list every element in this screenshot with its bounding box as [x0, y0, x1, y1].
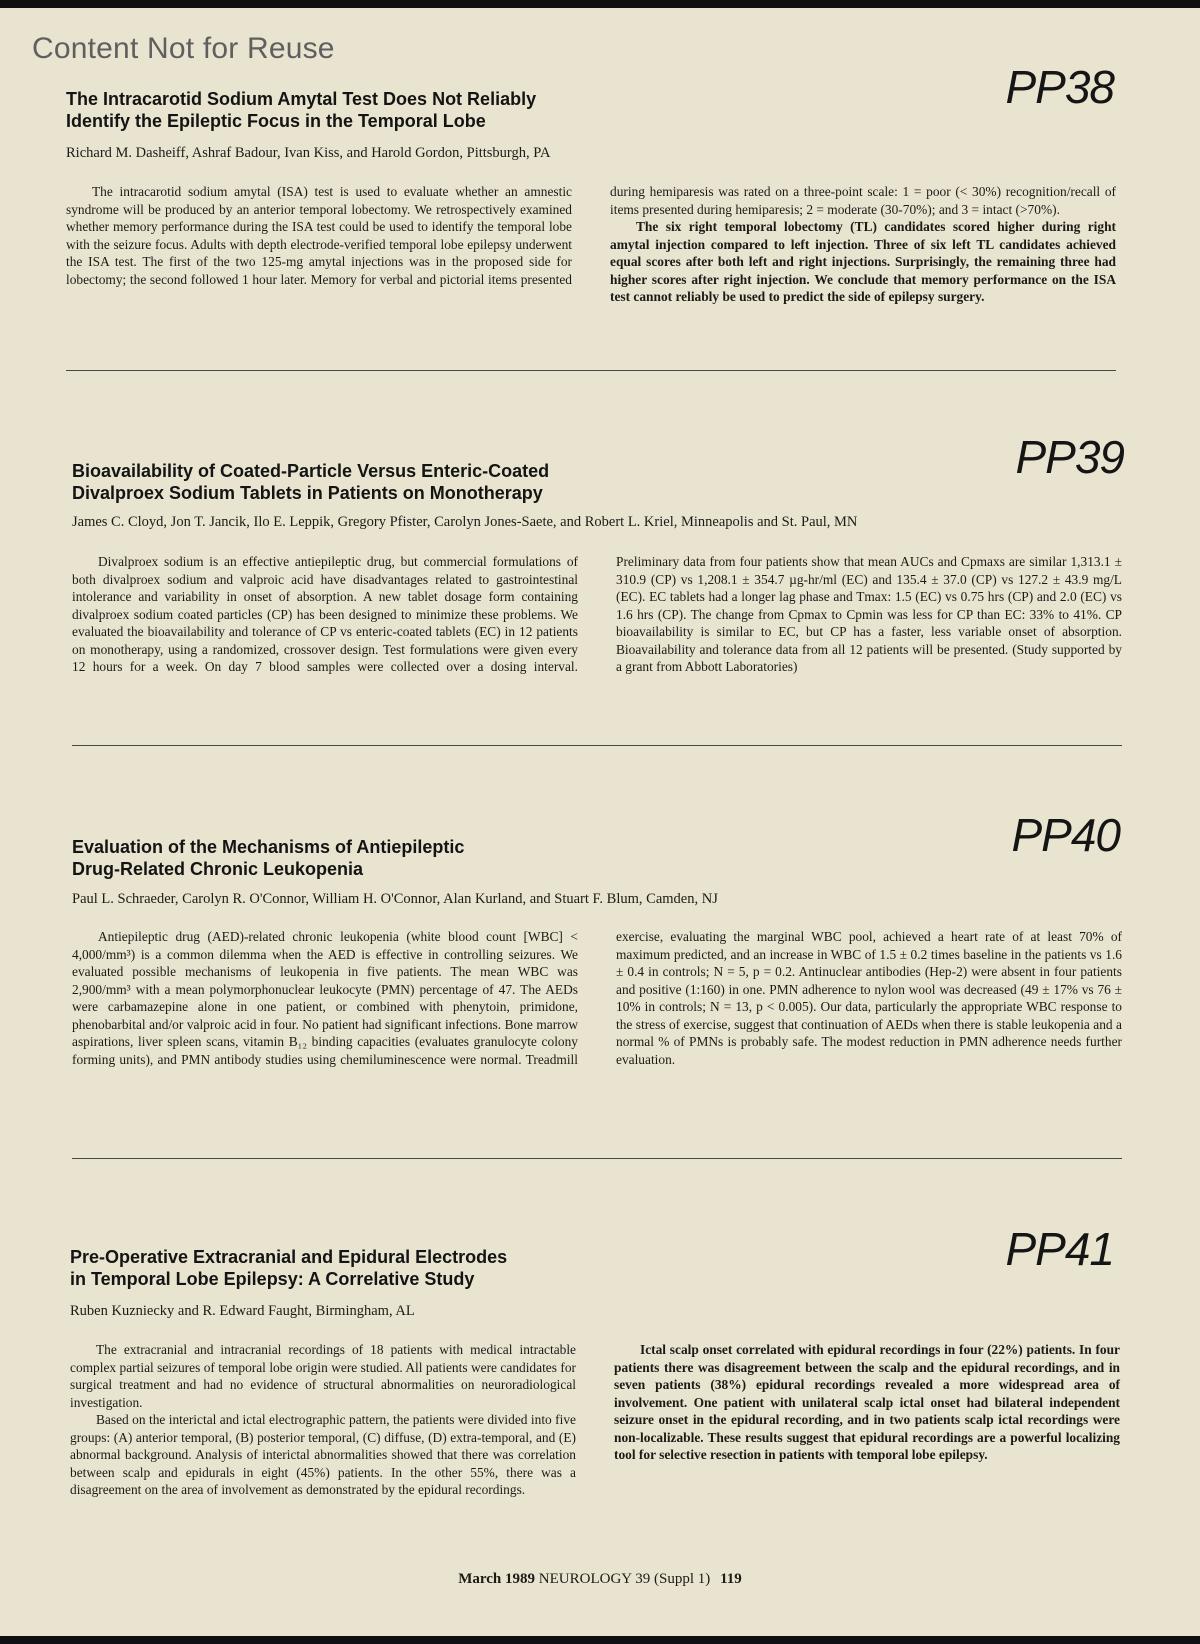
abstract-body — [66, 183, 1116, 339]
section-divider — [72, 745, 1122, 746]
abstract-authors: Richard M. Dasheiff, Ashraf Badour, Ivan Kiss, and Harold Gordon, Pittsburgh, PA — [66, 145, 551, 161]
paragraph: Based on the interictal and ictal electrographic pattern, the patients were divided into five groups: (A) anterior temporal, (B) posterior temporal, (C) diffuse, (D) extra-temporal, and (E) abnormal background. Analysis of interictal abnormalities showed that there was correlation between scalp and epidurals in eight (45%) patients. In the other 55%, there was a disagreement on the area of involvement as demonstrated by the epidural recordings. — [70, 1412, 576, 1497]
paragraph: Ictal scalp onset correlated with epidural recordings in four (22%) patients. In four patients there was disagreement between the scalp and the epidural recordings, and in seven patients (38%) epidural recordings revealed a more widespread area of involvement. One patient with unilateral scalp ictal onset had bilateral independent seizure onset in the epidural recording, and in two patients scalp ictal recordings were non-localizable. These results suggest that epidural recordings are a powerful localizing tool for selective resection in patients with temporal lobe epilepsy. — [614, 1342, 1120, 1462]
abstract-title — [66, 88, 926, 132]
title-line-2: in Temporal Lobe Epilepsy: A Correlative Study — [70, 1269, 475, 1289]
title-line-1: The Intracarotid Sodium Amytal Test Does Not Reliably — [66, 89, 537, 109]
paragraph: The six right temporal lobectomy (TL) candidates scored higher during right amytal injection compared to left injection. Three of six left TL candidates achieved equal scores after both left and right injections. Surprisingly, the remaining three had higher scores after right injection. We conclude that memory performance on the ISA test cannot reliably be used to predict the side of epilepsy surgery. — [610, 219, 1116, 304]
abstract-title — [72, 836, 932, 880]
footer-date: March 1989 — [458, 1571, 536, 1587]
page-bottom-edge — [0, 1636, 1200, 1644]
abstract-title — [72, 460, 932, 504]
abstract-title — [70, 1246, 930, 1290]
title-line-1: Pre-Operative Extracranial and Epidural Electrodes — [70, 1247, 508, 1267]
paragraph: The extracranial and intracranial recordings of 18 patients with medical intractable complex partial seizures of temporal lobe origin were studied. All patients were candidates for surgical treatment and had no evidence of structural abnormalities on neuroradiological investigation. — [70, 1342, 576, 1410]
title-line-2: Drug-Related Chronic Leukopenia — [72, 859, 364, 879]
paragraph: Antiepileptic drug (AED)-related chronic leukopenia (white blood count [WBC] < 4,000/mm³) is a common dilemma when the AED is effective in controlling seizures. We evaluated possible mechanisms of leukopenia in five patients. The mean WBC was 2,900/mm³ with a mean polymorphonuclear leukocyte (PMN) percentage of 47. The AEDs were carbamazepine alone in one patient, or combined with phenytoin, primidone, phenobarbital and/or valproic acid in four. No patient had significant infections. Bone marrow aspirations, liver spleen scans, vitamin B₁₂ binding capacities (evaluates granulocyte colony forming units), and PMN antibody studies using chemiluminescence were normal. Treadmill exercise, evaluating the marginal WBC pool, achieved a heart rate of at least 70% of maximum predicted, and an increase in WBC of 1.5 ± 0.2 times baseline in the patients vs 1.6 ± 0.4 in controls; N = 5, p = 0.2. Antinuclear antibodies (Hep-2) were absent in four patients and positive (1:160) in one. PMN adherence to nylon wool was decreased (49 ± 17% vs 76 ± 10% in controls; N = 13, p < 0.005). Our data, particularly the appropriate WBC response to the stress of exercise, suggest that continuation of AEDs when there is stable leukopenia and a normal % of PMNs is probably safe. The modest reduction in PMN adherence needs further evaluation. — [72, 929, 1122, 1067]
footer-journal: NEUROLOGY 39 (Suppl 1) — [538, 1571, 711, 1587]
abstract-body — [72, 928, 1122, 1124]
abstract-authors: Paul L. Schraeder, Carolyn R. O'Connor, William H. O'Connor, Alan Kurland, and Stuart F. Blum, Camden, NJ — [72, 891, 718, 907]
section-divider — [72, 1158, 1122, 1159]
abstract-number: PP39 — [1015, 431, 1124, 483]
title-line-1: Evaluation of the Mechanisms of Antiepileptic — [72, 837, 465, 857]
page-footer — [0, 1571, 1200, 1588]
page-top-edge — [0, 0, 1200, 8]
abstract-body — [72, 553, 1122, 729]
abstract-number: PP38 — [1005, 61, 1114, 113]
abstract-number: PP40 — [1011, 809, 1120, 861]
title-line-1: Bioavailability of Coated-Particle Versus Enteric-Coated — [72, 461, 550, 481]
abstract-authors: James C. Cloyd, Jon T. Jancik, Ilo E. Leppik, Gregory Pfister, Carolyn Jones-Saete, and Robert L. Kriel, Minneapolis and St. Paul, MN — [72, 514, 858, 530]
abstract-body — [70, 1341, 1120, 1556]
section-divider — [66, 370, 1116, 371]
abstract-authors: Ruben Kuzniecky and R. Edward Faught, Birmingham, AL — [70, 1303, 415, 1319]
abstract-number: PP41 — [1005, 1223, 1114, 1275]
title-line-2: Divalproex Sodium Tablets in Patients on Monotherapy — [72, 483, 543, 503]
paragraph: Divalproex sodium is an effective antiepileptic drug, but commercial formulations of both divalproex sodium and valproic acid have disadvantages related to gastrointestinal intolerance and variability in onset of absorption. A new tablet dosage form containing divalproex sodium coated particles (CP) has been designed to minimize these problems. We evaluated the bioavailability and tolerance of CP vs enteric-coated tablets (EC) in 12 patients on monotherapy, using a randomized, crossover design. Test formulations were given every 12 hours for a week. On day 7 blood samples were collected over a dosing interval. Preliminary data from four patients show that mean AUCs and Cpmaxs are similar 1,313.1 ± 310.9 (CP) vs 1,208.1 ± 354.7 µg-hr/ml (EC) and 135.4 ± 37.0 (CP) vs 127.2 ± 43.9 mg/L (EC). EC tablets had a longer lag phase and Tmax: 1.5 (EC) vs 0.75 hrs (CP) and 2.0 (EC) vs 1.6 hrs (CP). The change from Cpmax to Cpmin was less for CP than EC: 33% to 41%. CP bioavailability is similar to EC, but CP has a faster, less variable onset of absorption. Bioavailability and tolerance data from all 12 patients will be presented. (Study supported by a grant from Abbott Laboratories) — [72, 554, 1122, 674]
paragraph: The intracarotid sodium amytal (ISA) test is used to evaluate whether an amnestic syndrome will be produced by an anterior temporal lobectomy. We retrospectively examined whether memory performance during the ISA test could be used to identify the temporal lobe with the seizure focus. Adults with depth electrode-verified temporal lobe epilepsy underwent the ISA test. The first of the two 125-mg amytal injections was in the proposed side for lobectomy; the second followed 1 hour later. Memory for verbal and pictorial items presented during hemiparesis was rated on a three-point scale: 1 = poor (< 30%) recognition/recall of items presented during hemiparesis; 2 = moderate (30-70%); and 3 = intact (>70%). — [66, 184, 1116, 287]
watermark: Content Not for Reuse — [32, 32, 335, 65]
footer-page-number: 119 — [720, 1571, 742, 1587]
title-line-2: Identify the Epileptic Focus in the Temporal Lobe — [66, 111, 486, 131]
